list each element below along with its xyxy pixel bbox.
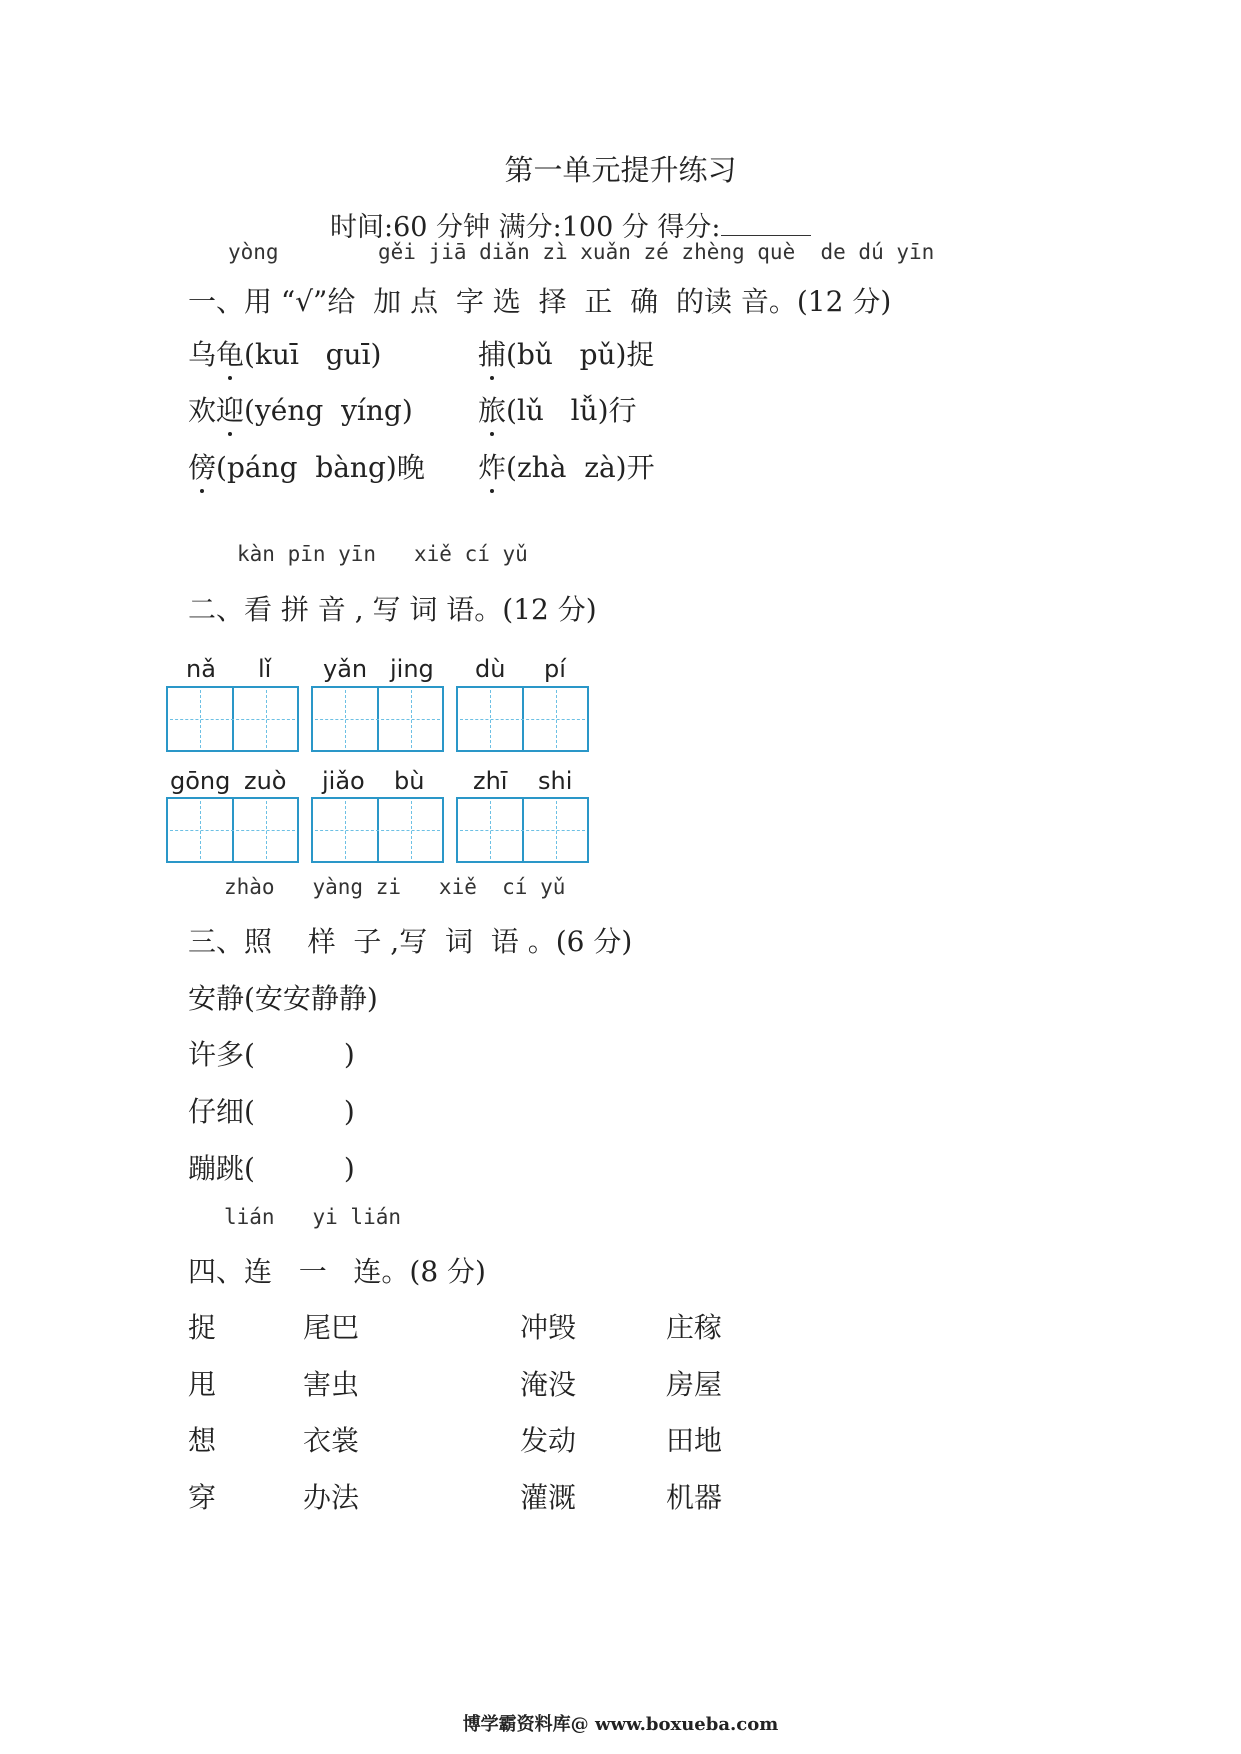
section3-item[interactable]: 蹦跳( ) [188, 1152, 355, 1185]
grid-pinyin: shi [538, 767, 573, 795]
page-title: 第一单元提升练习 [504, 153, 737, 187]
writing-grid[interactable] [311, 686, 444, 752]
match-left-word[interactable]: 想 [188, 1424, 217, 1457]
grid-pinyin: zuò [244, 767, 287, 795]
match-left-word[interactable]: 办法 [303, 1481, 360, 1514]
match-left-word[interactable]: 衣裳 [303, 1424, 360, 1457]
match-right-word[interactable]: 田地 [666, 1424, 723, 1457]
grid-pinyin: nǎ [186, 655, 216, 683]
match-right-word[interactable]: 发动 [520, 1424, 577, 1457]
writing-grid[interactable] [456, 686, 589, 752]
match-right-word[interactable]: 冲毁 [520, 1311, 577, 1344]
section3-item[interactable]: 仔细( ) [188, 1095, 355, 1128]
grid-pinyin: jing [390, 655, 434, 683]
section4-heading: 四、连 一 连。(8 分) [188, 1255, 486, 1288]
footer-watermark: 博学霸资料库@ www.boxueba.com [462, 1714, 779, 1735]
grid-pinyin: dù [475, 655, 506, 683]
grid-pinyin: jiǎo [322, 767, 365, 795]
section1-heading: 一、用 “√”给 加 点 字 选 择 正 确 的读 音。(12 分) [188, 285, 892, 318]
section3-item[interactable]: 许多( ) [188, 1038, 355, 1071]
match-right-word[interactable]: 房屋 [666, 1368, 723, 1401]
grid-pinyin: pí [544, 655, 566, 683]
match-right-word[interactable]: 淹没 [520, 1368, 577, 1401]
match-left-word[interactable]: 甩 [188, 1368, 217, 1401]
exam-meta [330, 205, 811, 244]
s1-item-5: 傍(páng bàng)晚 [188, 446, 425, 486]
grid-pinyin: yǎn [323, 655, 368, 683]
section3-heading: 三、照 样 子 ,写 词 语 。(6 分) [188, 925, 633, 958]
writing-grid[interactable] [166, 686, 299, 752]
section4-pinyin: lián yi lián [224, 1205, 402, 1229]
section3-pinyin: zhào yàng zi xiě cí yǔ [224, 875, 566, 899]
grid-pinyin: gōng [170, 767, 231, 795]
grid-pinyin: bù [394, 767, 425, 795]
match-right-word[interactable]: 机器 [666, 1481, 723, 1514]
writing-grid[interactable] [311, 797, 444, 863]
match-right-word[interactable]: 庄稼 [666, 1311, 723, 1344]
match-left-word[interactable]: 害虫 [303, 1368, 360, 1401]
s1-item-6: 炸(zhà zà)开 [478, 446, 655, 486]
match-right-word[interactable]: 灌溉 [520, 1481, 577, 1514]
section2-pinyin: kàn pīn yīn xiě cí yǔ [237, 542, 528, 566]
match-left-word[interactable]: 捉 [188, 1311, 217, 1344]
score-blank[interactable] [721, 211, 811, 236]
section1-pinyin-a: yòng [228, 240, 279, 264]
grid-pinyin: lǐ [258, 655, 272, 683]
section3-example: 安静(安安静静) [188, 982, 378, 1015]
grid-pinyin: zhī [473, 767, 508, 795]
s1-item-1: 乌龟(kuī guī) [188, 333, 381, 373]
exam-meta-text: 时间:60 分钟 满分:100 分 得分: [330, 212, 721, 243]
match-left-word[interactable]: 穿 [188, 1481, 217, 1514]
s1-item-3: 欢迎(yéng yíng) [188, 389, 413, 429]
s1-item-4: 旅(lǔ lǚ)行 [478, 389, 637, 429]
section2-heading: 二、看 拼 音 , 写 词 语。(12 分) [188, 593, 597, 626]
section1-pinyin-b: gěi jiā diǎn zì xuǎn zé zhèng què de dú yīn [378, 240, 935, 264]
s1-item-2: 捕(bǔ pǔ)捉 [478, 333, 654, 373]
writing-grid[interactable] [166, 797, 299, 863]
match-left-word[interactable]: 尾巴 [303, 1311, 360, 1344]
writing-grid[interactable] [456, 797, 589, 863]
